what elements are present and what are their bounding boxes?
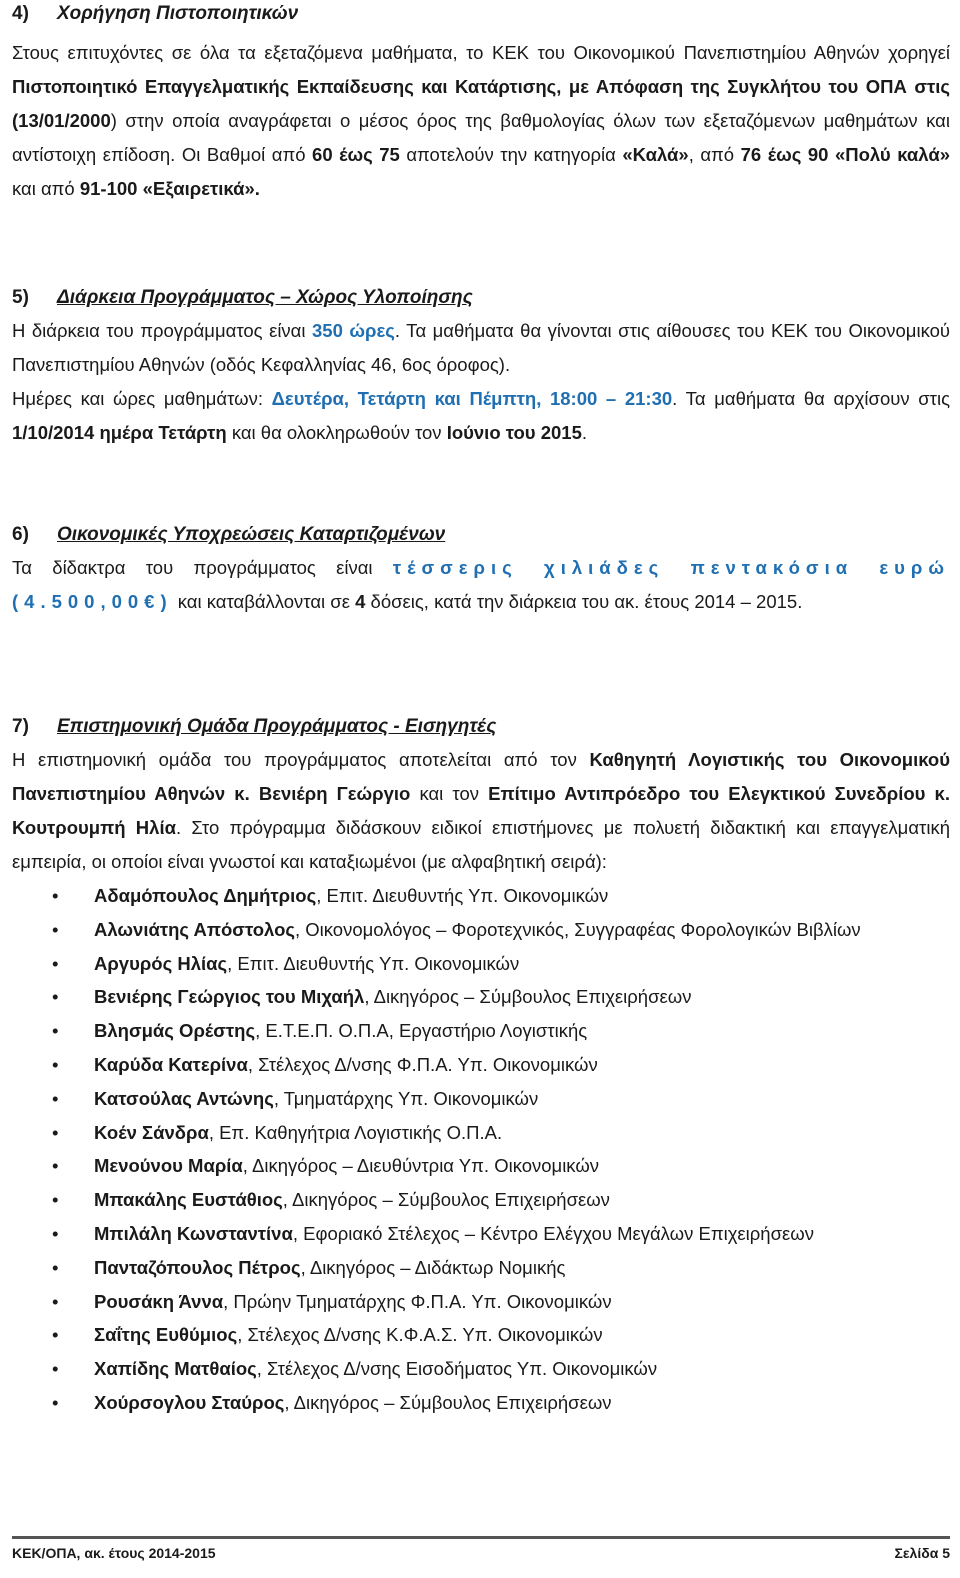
section-number: 5)	[12, 287, 29, 308]
list-item	[12, 947, 950, 981]
member-role: , Εφοριακό Στέλεχος – Κέντρο Ελέγχου Μεγάλων Επιχειρήσεων	[292, 1222, 814, 1244]
member-role: , Δικηγόρος – Σύμβουλος Επιχειρήσεων	[284, 1391, 612, 1413]
section-title: Διάρκεια Προγράμματος – Χώρος Υλοποίησης	[57, 287, 473, 308]
bullet-icon: •	[52, 1290, 59, 1312]
section-title: Επιστημονική Ομάδα Προγράμματος - Εισηγητές	[57, 716, 497, 737]
list-item	[12, 980, 950, 1014]
member-name: Καρύδα Κατερίνα	[94, 1053, 248, 1075]
tuition-amount: τέσσερις χιλιάδες πεντακόσια ευρώ (4.500,00€)	[12, 557, 951, 612]
member-role: , Επιτ. Διευθυντής Υπ. Οικονομικών	[227, 952, 520, 974]
list-item	[12, 913, 950, 947]
member-name: Βλησμάς Ορέστης	[94, 1020, 256, 1042]
member-name: Ρουσάκη Άννα	[94, 1290, 224, 1312]
section-6-heading	[12, 523, 950, 547]
section-5-paragraph-1: Η διάρκεια του προγράμματος είναι 350 ώρες. Τα μαθήματα θα γίνονται στις αίθουσες του ΚΕΚ του Οικονομικού Πανεπιστημίου Αθηνών (οδός Κεφαλληνίας 46, 6ος όροφος).	[12, 320, 950, 375]
bullet-icon: •	[52, 1189, 59, 1211]
member-role: , Ε.Τ.Ε.Π. Ο.Π.Α, Εργαστήριο Λογιστικής	[255, 1020, 588, 1042]
member-role: , Τμηματάρχης Υπ. Οικονομικών	[273, 1087, 539, 1109]
member-name: Αργυρός Ηλίας	[94, 952, 228, 974]
member-name: Χαπίδης Ματθαίος	[94, 1358, 257, 1380]
member-name: Μπακάλης Ευστάθιος	[94, 1189, 283, 1211]
member-role: , Δικηγόρος – Διευθύντρια Υπ. Οικονομικών	[242, 1155, 600, 1177]
member-role: , Επιτ. Διευθυντής Υπ. Οικονομικών	[316, 885, 609, 906]
section-4-heading	[12, 2, 950, 26]
bullet-icon: •	[52, 1324, 59, 1346]
member-role: , Στέλεχος Δ/νσης Εισοδήματος Υπ. Οικονομικών	[256, 1358, 658, 1380]
list-item	[12, 1352, 950, 1386]
list-item	[12, 1048, 950, 1082]
member-role: , Πρώην Τμηματάρχης Φ.Π.Α. Υπ. Οικονομικών	[223, 1290, 612, 1312]
section-4-paragraph: Στους επιτυχόντες σε όλα τα εξεταζόμενα μαθήματα, το ΚΕΚ του Οικονομικού Πανεπιστημίου Αθηνών χορηγεί Πιστοποιητικό Επαγγελματικής Εκπαίδευσης και Κατάρτισης, με Απόφαση της Συγκλήτου του ΟΠΑ στις (13/01/2000) στην οποία αναγράφεται ο μέσος όρος της βαθμολογίας όλων των εξεταζόμενων μαθημάτων και αντίστοιχη επίδοση. Οι Βαθμοί από 60 έως 75 αποτελούν την κατηγορία «Καλά», από 76 έως 90 «Πολύ καλά» και από 91-100 «Εξαιρετικά».	[12, 42, 950, 199]
list-item	[12, 1251, 950, 1285]
page-footer	[12, 1536, 950, 1561]
member-name: Κοέν Σάνδρα	[94, 1121, 209, 1143]
list-item	[12, 1014, 950, 1048]
section-number: 6)	[12, 524, 29, 545]
member-name: Κατσούλας Αντώνης	[94, 1087, 274, 1109]
member-role: , Δικηγόρος – Σύμβουλος Επιχειρήσεων	[282, 1189, 610, 1211]
member-name: Μπιλάλη Κωνσταντίνα	[94, 1222, 293, 1244]
footer-left: ΚΕΚ/ΟΠΑ, ακ. έτους 2014-2015	[12, 1545, 216, 1561]
member-name: Σαΐτης Ευθύμιος	[94, 1324, 238, 1346]
list-item	[12, 1318, 950, 1352]
bullet-icon: •	[52, 885, 59, 906]
bullet-icon: •	[52, 1358, 59, 1380]
list-item	[12, 1149, 950, 1183]
member-role: , Οικονομολόγος – Φοροτεχνικός, Συγγραφέας Φορολογικών Βιβλίων	[295, 918, 861, 940]
member-name: Αλωνιάτης Απόστολος	[94, 918, 295, 940]
bullet-icon: •	[52, 1155, 59, 1177]
section-7-heading	[12, 715, 950, 739]
section-title: Χορήγηση Πιστοποιητικών	[57, 3, 299, 24]
list-item	[12, 879, 950, 913]
member-name: Πανταζόπουλος Πέτρος	[94, 1256, 301, 1278]
member-role: , Στέλεχος Δ/νσης Κ.Φ.Α.Σ. Υπ. Οικονομικών	[237, 1324, 603, 1346]
list-item	[12, 1183, 950, 1217]
member-name: Βενιέρης Γεώργιος του Μιχαήλ	[94, 986, 365, 1008]
list-item	[12, 1386, 950, 1420]
bullet-icon: •	[52, 918, 59, 940]
bullet-icon: •	[52, 952, 59, 974]
member-role: , Επ. Καθηγήτρια Λογιστικής Ο.Π.Α.	[208, 1121, 503, 1143]
list-item	[12, 1217, 950, 1251]
member-name: Μενούνου Μαρία	[94, 1155, 243, 1177]
section-number: 7)	[12, 716, 29, 737]
section-7	[12, 715, 950, 1420]
bullet-icon: •	[52, 1053, 59, 1075]
bullet-icon: •	[52, 1391, 59, 1413]
member-role: , Στέλεχος Δ/νσης Φ.Π.Α. Υπ. Οικονομικών	[247, 1053, 598, 1075]
list-item	[12, 1082, 950, 1116]
member-role: , Δικηγόρος – Διδάκτωρ Νομικής	[300, 1256, 566, 1278]
section-title: Οικονομικές Υποχρεώσεις Καταρτιζομένων	[57, 524, 446, 545]
list-item	[12, 1116, 950, 1150]
bullet-icon: •	[52, 1256, 59, 1278]
section-4	[12, 2, 950, 206]
section-5-heading	[12, 286, 950, 310]
bullet-icon: •	[52, 1222, 59, 1244]
section-7-paragraph: Η επιστημονική ομάδα του προγράμματος αποτελείται από τον Καθηγητή Λογιστικής του Οικονομικού Πανεπιστημίου Αθηνών κ. Βενιέρη Γεώργιο και τον Επίτιμο Αντιπρόεδρο του Ελεγκτικού Συνεδρίου κ. Κουτρουμπή Ηλία. Στο πρόγραμμα διδάσκουν ειδικοί επιστήμονες με πολυετή διδακτική και επαγγελματική εμπειρία, οι οποίοι είναι γνωστοί και καταξιωμένοι (με αλφαβητική σειρά):	[12, 749, 950, 872]
section-6	[12, 523, 950, 619]
list-item	[12, 1285, 950, 1319]
bullet-icon: •	[52, 986, 59, 1008]
section-5	[12, 286, 950, 450]
page-number: Σελίδα 5	[894, 1545, 950, 1561]
lecturers-list	[12, 879, 950, 1420]
section-number: 4)	[12, 3, 29, 24]
bullet-icon: •	[52, 1121, 59, 1143]
member-name: Αδαμόπουλος Δημήτριος	[94, 885, 317, 906]
bullet-icon: •	[52, 1087, 59, 1109]
section-6-paragraph: Τα δίδακτρα του προγράμματος είναι τέσσερις χιλιάδες πεντακόσια ευρώ (4.500,00€) και καταβάλλονται σε 4 δόσεις, κατά την διάρκεια του ακ. έτους 2014 – 2015.	[12, 557, 951, 612]
member-role: , Δικηγόρος – Σύμβουλος Επιχειρήσεων	[364, 986, 692, 1008]
section-5-paragraph-2: Ημέρες και ώρες μαθημάτων: Δευτέρα, Τετάρτη και Πέμπτη, 18:00 – 21:30. Τα μαθήματα θα αρχίσουν στις 1/10/2014 ημέρα Τετάρτη και θα ολοκληρωθούν τον Ιούνιο του 2015.	[12, 388, 950, 443]
member-name: Χούρσογλου Σταύρος	[94, 1391, 285, 1413]
bullet-icon: •	[52, 1020, 59, 1042]
